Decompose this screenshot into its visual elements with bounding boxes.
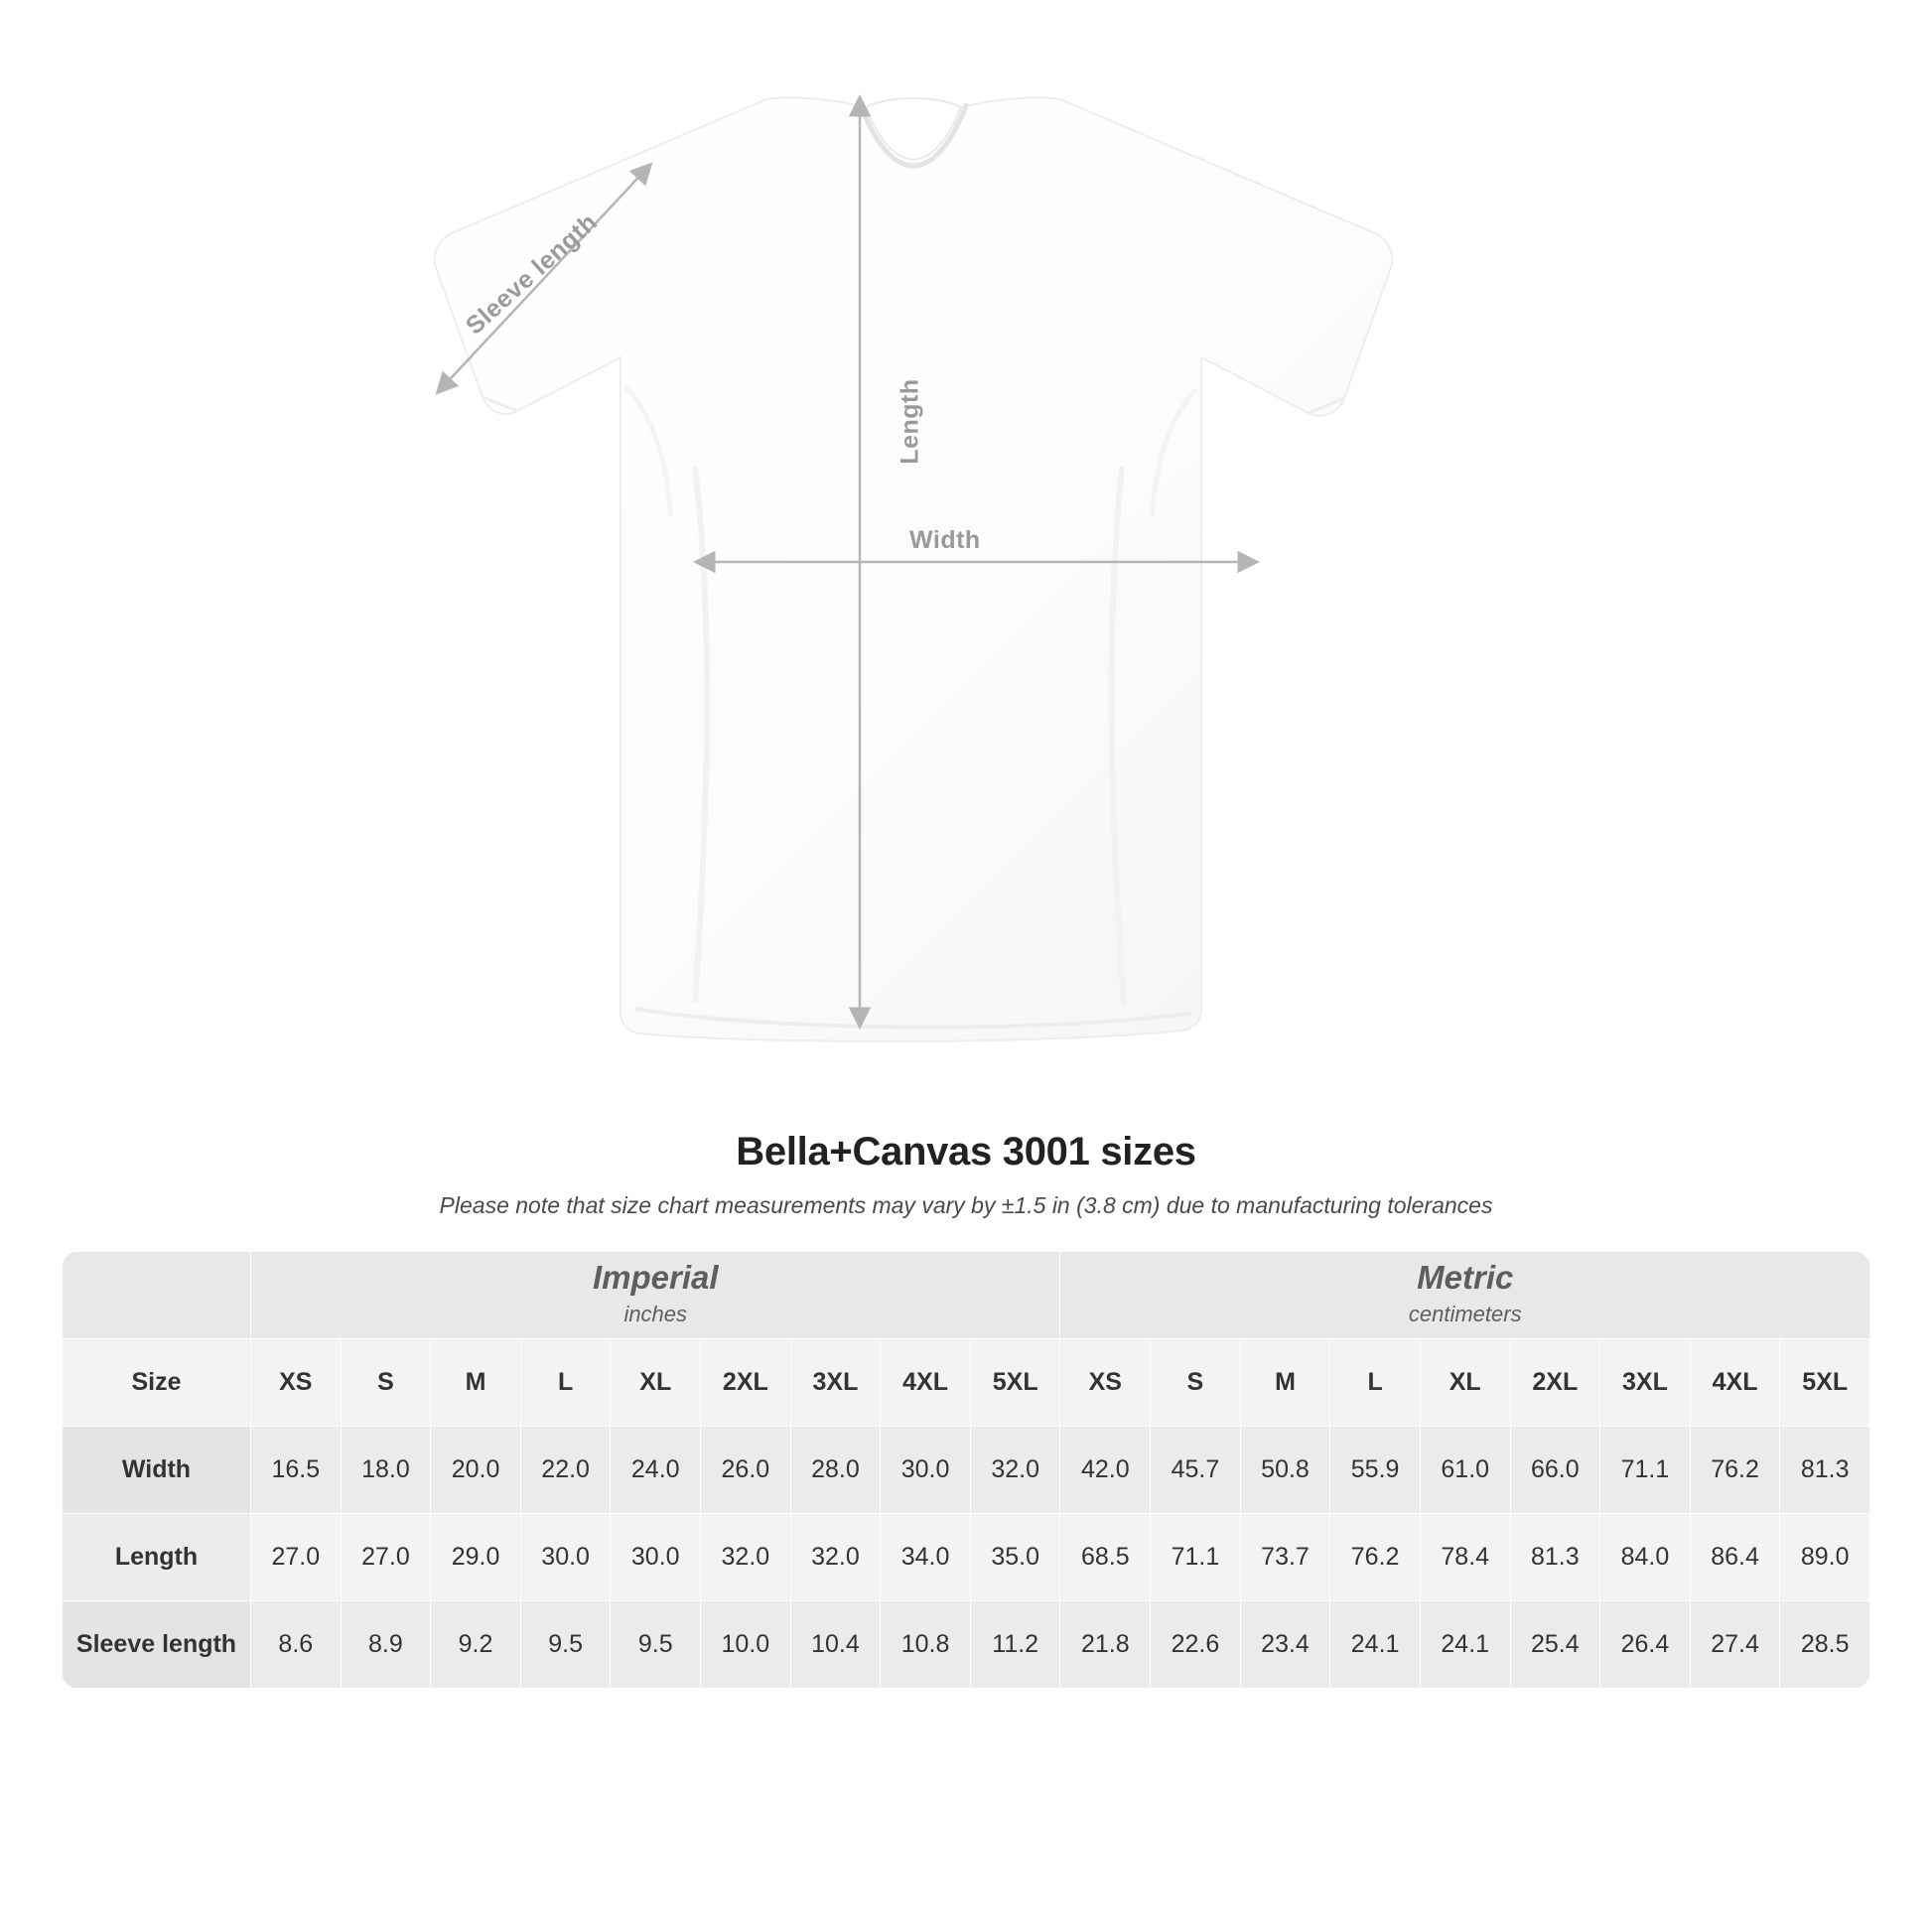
table-cell: 27.0 — [341, 1514, 431, 1601]
unit-header-row — [63, 1252, 1870, 1339]
size-column-header: 4XL — [881, 1339, 971, 1427]
table-cell: 21.8 — [1060, 1601, 1151, 1689]
size-column-header: S — [341, 1339, 431, 1427]
table-cell: 29.0 — [431, 1514, 521, 1601]
table-cell: 32.0 — [790, 1514, 881, 1601]
table-cell: 24.0 — [611, 1427, 701, 1514]
table-cell: 18.0 — [341, 1427, 431, 1514]
size-column-header: L — [1330, 1339, 1421, 1427]
table-cell: 8.6 — [251, 1601, 342, 1689]
size-header-row — [63, 1339, 1870, 1427]
size-column-header: 5XL — [970, 1339, 1060, 1427]
size-column-header: 2XL — [1510, 1339, 1600, 1427]
size-column-header: M — [1240, 1339, 1330, 1427]
size-column-header: M — [431, 1339, 521, 1427]
table-cell: 32.0 — [701, 1514, 791, 1601]
table-cell: 10.8 — [881, 1601, 971, 1689]
table-cell: 61.0 — [1420, 1427, 1510, 1514]
length-label: Length — [896, 378, 924, 465]
unit-header-spacer — [63, 1252, 251, 1339]
table-cell: 9.5 — [611, 1601, 701, 1689]
table-cell: 22.6 — [1151, 1601, 1241, 1689]
unit-name: Metric — [1417, 1258, 1514, 1296]
row-label: Width — [63, 1427, 251, 1514]
table-cell: 16.5 — [251, 1427, 342, 1514]
unit-header-imperial — [251, 1252, 1060, 1339]
page-title: Bella+Canvas 3001 sizes — [736, 1130, 1196, 1173]
table-cell: 78.4 — [1420, 1514, 1510, 1601]
table-row — [63, 1601, 1870, 1689]
size-column-header: 5XL — [1780, 1339, 1870, 1427]
table-cell: 45.7 — [1151, 1427, 1241, 1514]
size-column-header: XL — [1420, 1339, 1510, 1427]
table-cell: 81.3 — [1510, 1514, 1600, 1601]
table-cell: 24.1 — [1420, 1601, 1510, 1689]
table-cell: 84.0 — [1600, 1514, 1691, 1601]
table-cell: 71.1 — [1600, 1427, 1691, 1514]
table-cell: 66.0 — [1510, 1427, 1600, 1514]
table-cell: 89.0 — [1780, 1514, 1870, 1601]
table-cell: 27.4 — [1690, 1601, 1780, 1689]
table-cell: 30.0 — [520, 1514, 611, 1601]
table-cell: 30.0 — [881, 1427, 971, 1514]
table-cell: 28.5 — [1780, 1601, 1870, 1689]
table-cell: 34.0 — [881, 1514, 971, 1601]
row-label: Sleeve length — [63, 1601, 251, 1689]
table-cell: 50.8 — [1240, 1427, 1330, 1514]
size-table-wrapper — [62, 1251, 1870, 1689]
table-row — [63, 1514, 1870, 1601]
size-column-header: 4XL — [1690, 1339, 1780, 1427]
width-label: Width — [909, 526, 981, 554]
table-cell: 30.0 — [611, 1514, 701, 1601]
table-cell: 9.5 — [520, 1601, 611, 1689]
table-cell: 71.1 — [1151, 1514, 1241, 1601]
size-column-header: S — [1151, 1339, 1241, 1427]
unit-subtitle: centimeters — [1408, 1301, 1522, 1326]
table-cell: 11.2 — [970, 1601, 1060, 1689]
table-cell: 55.9 — [1330, 1427, 1421, 1514]
size-column-header: XL — [611, 1339, 701, 1427]
table-cell: 86.4 — [1690, 1514, 1780, 1601]
table-cell: 26.0 — [701, 1427, 791, 1514]
size-header-label: Size — [63, 1339, 251, 1427]
table-cell: 10.4 — [790, 1601, 881, 1689]
sleeve-length-label: Sleeve length — [460, 207, 604, 341]
table-cell: 76.2 — [1330, 1514, 1421, 1601]
table-cell: 9.2 — [431, 1601, 521, 1689]
table-cell: 23.4 — [1240, 1601, 1330, 1689]
table-cell: 25.4 — [1510, 1601, 1600, 1689]
table-cell: 28.0 — [790, 1427, 881, 1514]
table-cell: 27.0 — [251, 1514, 342, 1601]
table-cell: 32.0 — [970, 1427, 1060, 1514]
table-cell: 81.3 — [1780, 1427, 1870, 1514]
table-cell: 20.0 — [431, 1427, 521, 1514]
table-row — [63, 1427, 1870, 1514]
size-column-header: XS — [251, 1339, 342, 1427]
table-cell: 10.0 — [701, 1601, 791, 1689]
size-column-header: XS — [1060, 1339, 1151, 1427]
size-column-header: 3XL — [790, 1339, 881, 1427]
table-cell: 76.2 — [1690, 1427, 1780, 1514]
table-cell: 42.0 — [1060, 1427, 1151, 1514]
size-column-header: 3XL — [1600, 1339, 1691, 1427]
unit-header-metric — [1060, 1252, 1870, 1339]
table-cell: 35.0 — [970, 1514, 1060, 1601]
row-label: Length — [63, 1514, 251, 1601]
table-cell: 73.7 — [1240, 1514, 1330, 1601]
size-table — [62, 1251, 1870, 1689]
table-cell: 24.1 — [1330, 1601, 1421, 1689]
size-column-header: 2XL — [701, 1339, 791, 1427]
table-cell: 22.0 — [520, 1427, 611, 1514]
table-cell: 8.9 — [341, 1601, 431, 1689]
unit-subtitle: inches — [623, 1301, 688, 1326]
unit-name: Imperial — [592, 1258, 719, 1296]
tolerance-note: Please note that size chart measurements may vary by ±1.5 in (3.8 cm) due to manufacturing tolerances — [439, 1192, 1493, 1218]
table-cell: 26.4 — [1600, 1601, 1691, 1689]
title-block — [0, 1130, 1932, 1219]
table-cell: 68.5 — [1060, 1514, 1151, 1601]
size-column-header: L — [520, 1339, 611, 1427]
